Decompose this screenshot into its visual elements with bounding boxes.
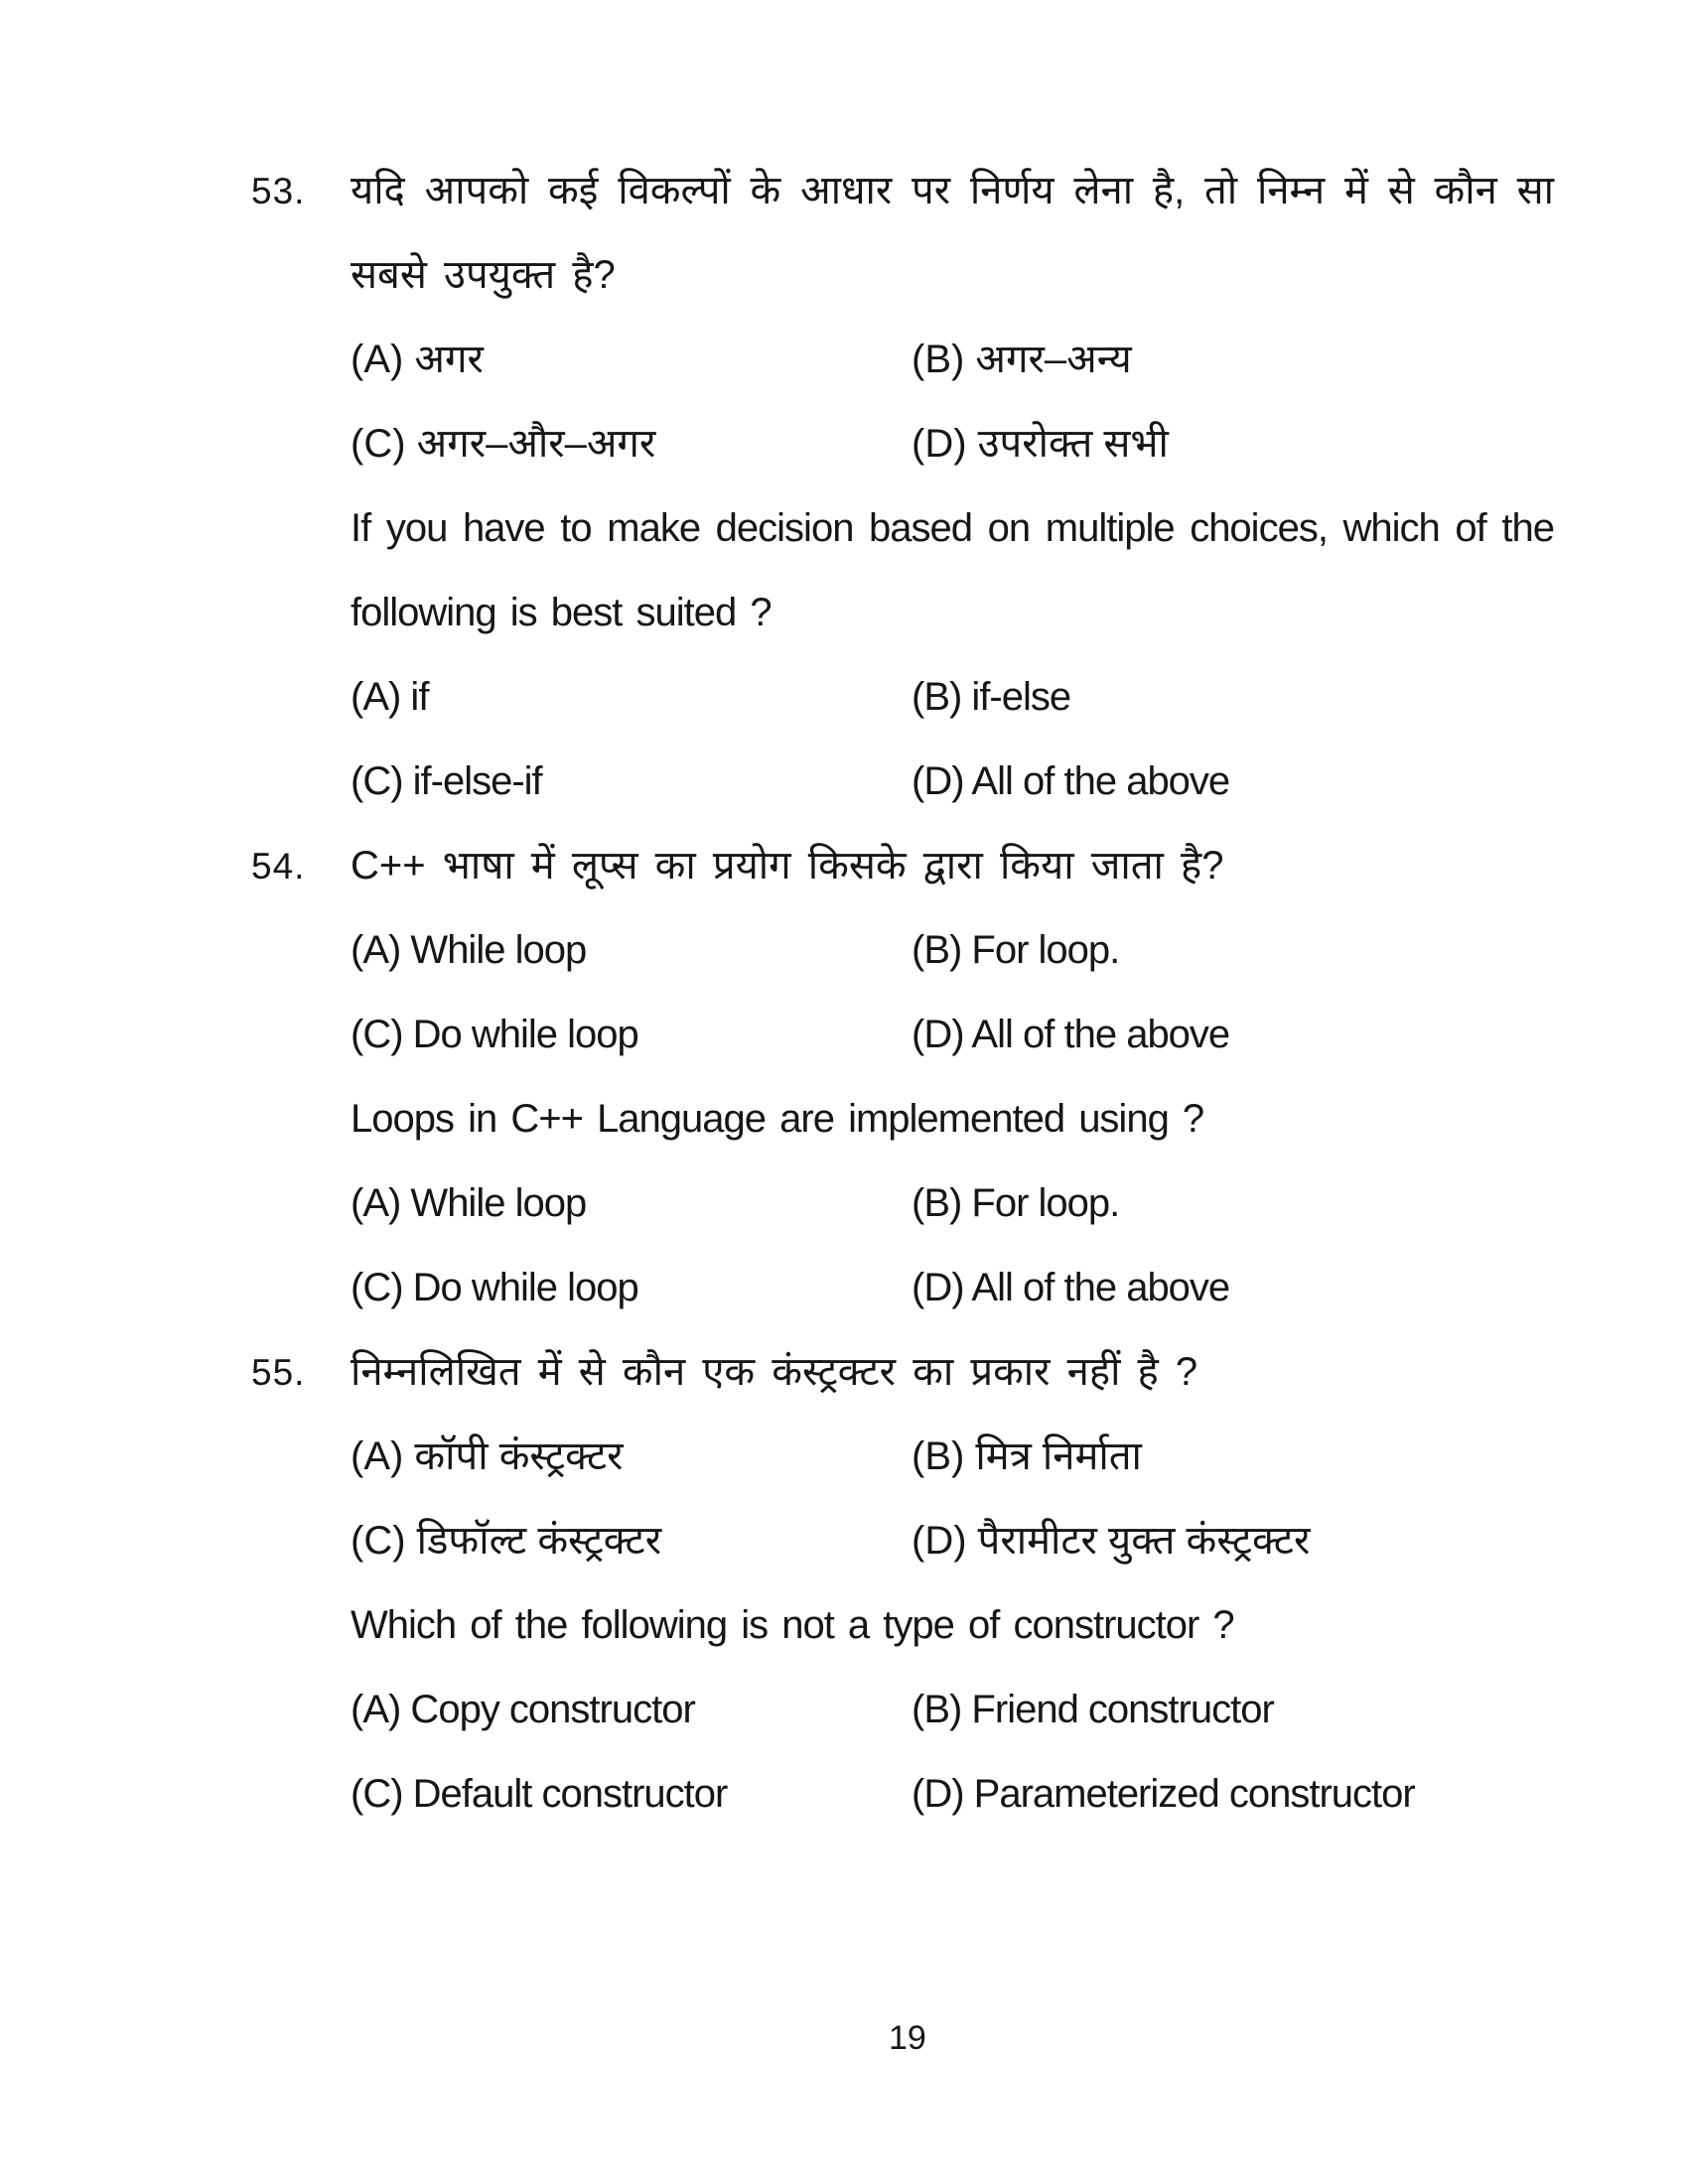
option-c-english: (C) if-else-if bbox=[351, 759, 542, 803]
option-d-english: (D) Parameterized constructor bbox=[912, 1772, 1415, 1816]
question-text-english: Loops in C++ Language are implemented using ? bbox=[351, 1097, 1204, 1141]
option-c-hindi: (C) डिफॉल्ट कंस्ट्रक्टर bbox=[351, 1519, 662, 1563]
question-53 bbox=[251, 149, 1554, 824]
option-a-english: (A) Copy constructor bbox=[351, 1688, 695, 1731]
options-english bbox=[351, 655, 1554, 824]
option-a-hindi: (A) अगर bbox=[351, 338, 484, 381]
option-c-english: (C) Default constructor bbox=[351, 1772, 728, 1816]
question-55 bbox=[251, 1330, 1554, 1837]
questions-area bbox=[251, 149, 1554, 1837]
options-english bbox=[351, 1161, 1554, 1330]
option-d-hindi: (D) उपरोक्त सभी bbox=[912, 422, 1169, 466]
option-b-english: (B) For loop. bbox=[912, 1181, 1120, 1225]
question-number: 54. bbox=[251, 846, 306, 887]
question-text-english: If you have to make decision based on multiple choices, which of the following is best suited ? bbox=[351, 506, 1554, 634]
option-c-hindi: (C) Do while loop bbox=[351, 1013, 638, 1056]
page-number: 19 bbox=[889, 2019, 926, 2057]
option-d-english: (D) All of the above bbox=[912, 1266, 1230, 1309]
options-hindi bbox=[351, 908, 1554, 1077]
question-text-english: Which of the following is not a type of constructor ? bbox=[351, 1603, 1234, 1647]
option-d-hindi: (D) All of the above bbox=[912, 1013, 1230, 1056]
option-a-english: (A) if bbox=[351, 675, 429, 719]
option-a-hindi: (A) कॉपी कंस्ट्रक्टर bbox=[351, 1434, 624, 1478]
option-c-hindi: (C) अगर–और–अगर bbox=[351, 422, 656, 466]
question-text-hindi: C++ भाषा में लूप्स का प्रयोग किसके द्वारा किया जाता है? bbox=[351, 844, 1224, 887]
question-text-hindi: यदि आपको कई विकल्पों के आधार पर निर्णय लेना है, तो निम्न में से कौन सा सबसे उपयुक्त है? bbox=[351, 169, 1554, 297]
options-hindi bbox=[351, 318, 1554, 486]
option-b-hindi: (B) अगर–अन्य bbox=[912, 338, 1132, 381]
question-54 bbox=[251, 824, 1554, 1330]
option-c-english: (C) Do while loop bbox=[351, 1266, 638, 1309]
question-text-hindi: निम्नलिखित में से कौन एक कंस्ट्रक्टर का प्रकार नहीं है ? bbox=[351, 1350, 1198, 1394]
options-hindi bbox=[351, 1415, 1554, 1583]
option-b-english: (B) if-else bbox=[912, 675, 1071, 719]
option-d-english: (D) All of the above bbox=[912, 759, 1230, 803]
options-english bbox=[351, 1668, 1554, 1837]
option-d-hindi: (D) पैरामीटर युक्त कंस्ट्रक्टर bbox=[912, 1519, 1311, 1563]
option-a-hindi: (A) While loop bbox=[351, 928, 587, 972]
question-number: 55. bbox=[251, 1352, 306, 1393]
option-b-hindi: (B) मित्र निर्माता bbox=[912, 1434, 1142, 1478]
option-b-english: (B) Friend constructor bbox=[912, 1688, 1274, 1731]
option-a-english: (A) While loop bbox=[351, 1181, 587, 1225]
option-b-hindi: (B) For loop. bbox=[912, 928, 1120, 972]
question-number: 53. bbox=[251, 171, 306, 211]
